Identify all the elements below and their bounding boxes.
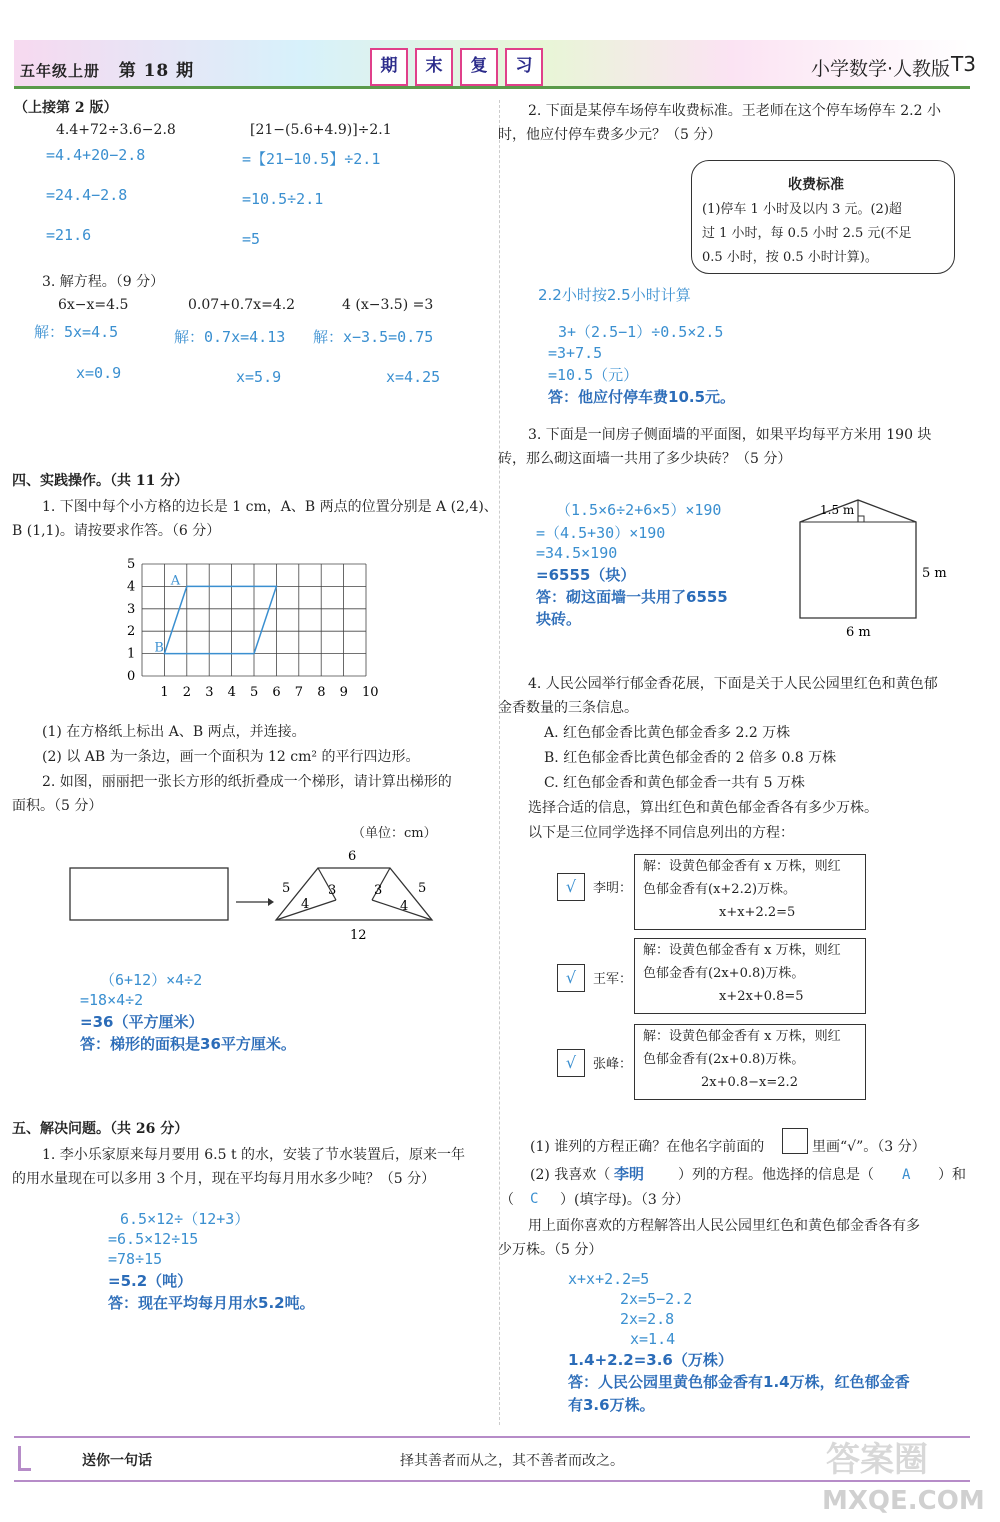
x-tick-label: 8 <box>317 685 326 700</box>
tulip-answer-1: 答：人民公园里黄色郁金香有1.4万株，红色郁金香 <box>568 1373 910 1391</box>
eq3-step1: 解：x−3.5=0.75 <box>313 328 434 346</box>
sec4-q1-line1: 1. 下图中每个小方格的边长是 1 cm，A、B 两点的位置分别是 A (2,4)、 <box>42 499 498 515</box>
section5-title: 五、解决问题。（共 26 分） <box>12 1121 189 1137</box>
student3-name: 张峰： <box>593 1057 633 1072</box>
tulip-step1: x+x+2.2=5 <box>568 1270 650 1288</box>
sec4-q1-line2: B (1,1)。请按要求作答。（6 分） <box>12 523 221 539</box>
student2-line2: 色郁金香有(2x+0.8)万株。 <box>643 966 805 981</box>
student1-equation-box <box>634 854 866 930</box>
r-q2-line1: 2. 下面是某停车场停车收费标准。王老师在这个停车场停车 2.2 小 <box>528 103 941 119</box>
sub2-text-b: ）列的方程。他选择的信息是（ <box>678 1167 874 1183</box>
fee-standard-box <box>691 160 955 274</box>
sub2-text-a: (2) 我喜欢（ <box>530 1167 611 1183</box>
fee-line3: 0.5 小时，按 0.5 小时计算)。 <box>702 250 878 265</box>
dim-right-side: 5 <box>418 881 427 896</box>
x-tick-label: 7 <box>294 685 304 700</box>
sub2-text-c: ）和 <box>938 1167 966 1183</box>
tulip-answer-2: 有3.6万株。 <box>568 1396 655 1414</box>
student2-line3: x+2x+0.8=5 <box>719 989 804 1004</box>
continued-note: （上接第 2 版） <box>14 100 118 116</box>
calc1-expression: 4.4+72÷3.6−2.8 <box>56 122 176 138</box>
right-angle-mark <box>858 516 864 522</box>
sub2-fill-info1[interactable]: A <box>902 1167 911 1183</box>
footer-corner-icon <box>18 1446 31 1471</box>
issue-number: 第 18 期 <box>118 61 195 81</box>
x-tick-label: 5 <box>250 685 259 700</box>
footer-label: 送你一句话 <box>82 1453 152 1469</box>
sub2-fill-name[interactable]: 李明 <box>614 1165 645 1183</box>
sec4-q2-line2: 面积。（5 分） <box>12 798 103 814</box>
student3-line2: 色郁金香有(2x+0.8)万株。 <box>643 1052 805 1067</box>
brick-answer-1: 答：砌这面墙一共用了6555 <box>536 588 728 606</box>
point-b-label: B <box>154 640 164 656</box>
eq3-problem: 4 (x−3.5) =3 <box>342 297 434 313</box>
trap-step3: =36（平方厘米） <box>80 1013 204 1031</box>
student2-equation-box <box>634 938 866 1014</box>
y-tick-label: 2 <box>127 624 136 640</box>
dim-left-side: 5 <box>282 881 291 896</box>
column-divider <box>499 100 500 1425</box>
eq2-step1: 解：0.7x=4.13 <box>174 328 286 346</box>
house-height: 5 m <box>922 566 947 581</box>
student1-name: 李明： <box>593 881 633 896</box>
sub3-line2: 少万株。（5 分） <box>498 1242 603 1258</box>
park-answer: 答：他应付停车费10.5元。 <box>548 388 736 406</box>
calc2-step2: =10.5÷2.1 <box>242 190 324 208</box>
student2-checkbox[interactable]: √ <box>557 964 585 992</box>
x-tick-label: 3 <box>205 685 214 700</box>
fee-line2: 过 1 小时，每 0.5 小时 2.5 元(不足 <box>702 226 912 241</box>
rectangle-paper <box>70 868 228 920</box>
y-tick-label: 4 <box>127 579 136 595</box>
calc2-expression: [21−(5.6+4.9)]÷2.1 <box>250 122 392 138</box>
sub1-text-b: 里画“√”。（3 分） <box>812 1139 926 1155</box>
sub2-text-d: （ <box>500 1192 514 1208</box>
park-step2: =3+7.5 <box>548 344 603 362</box>
dim-top: 6 <box>348 849 357 864</box>
eq1-problem: 6x−x=4.5 <box>58 297 129 313</box>
water-step1: 6.5×12÷（12+3） <box>120 1210 250 1228</box>
sub2-text-e: ）(填字母)。（3 分） <box>560 1192 690 1208</box>
tulip-step3: 2x=2.8 <box>620 1310 675 1328</box>
brick-step3: =34.5×190 <box>536 544 618 562</box>
calc1-step3: =21.6 <box>46 226 92 244</box>
parallelogram-shape <box>164 586 276 653</box>
trap-answer: 答：梯形的面积是36平方厘米。 <box>80 1035 296 1053</box>
fee-title: 收费标准 <box>788 177 844 193</box>
water-step4: =5.2（吨） <box>108 1272 193 1290</box>
r-q4-line4: 以下是三位同学选择不同信息列出的方程： <box>528 825 794 841</box>
sub2-fill-info2[interactable]: C <box>530 1191 539 1207</box>
review-char-1: 期 <box>370 48 408 86</box>
student3-line1: 解：设黄色郁金香有 x 万株，则红 <box>643 1029 841 1044</box>
park-step3: =10.5（元） <box>548 366 639 384</box>
dim-bottom: 12 <box>350 928 367 943</box>
eq2-step2: x=5.9 <box>236 368 282 386</box>
student1-line2: 色郁金香有(x+2.2)万株。 <box>643 882 797 897</box>
student3-checkbox[interactable]: √ <box>557 1049 585 1077</box>
water-step2: =6.5×12÷15 <box>108 1230 199 1248</box>
page-code: T3 <box>951 52 976 76</box>
review-char-2: 末 <box>415 48 453 86</box>
arrow-head <box>268 898 274 906</box>
calc2-step3: =5 <box>242 230 261 248</box>
student2-line1: 解：设黄色郁金香有 x 万株，则红 <box>643 943 841 958</box>
r-q3-line2: 砖，那么砌这面墙一共用了多少块砖？（5 分） <box>498 451 792 467</box>
grid-figure <box>120 556 390 706</box>
brand-title: 小学数学·人教版 <box>810 58 950 80</box>
house-figure <box>790 495 960 645</box>
sub1-text-a: (1) 谁列的方程正确？在他名字前面的 <box>530 1139 765 1155</box>
brick-step2: =（4.5+30）×190 <box>536 524 666 542</box>
issue-label <box>20 56 194 81</box>
eq3-step2: x=4.25 <box>386 368 441 386</box>
park-note: 2.2小时按2.5小时计算 <box>538 286 691 304</box>
brick-step1: （1.5×6÷2+6×5）×190 <box>556 501 722 519</box>
folding-figure <box>60 842 460 952</box>
sec4-q1-sub1: (1) 在方格纸上标出 A、B 两点，并连接。 <box>42 724 306 740</box>
y-tick-label: 1 <box>127 646 136 662</box>
info-a: A. 红色郁金香比黄色郁金香多 2.2 万株 <box>544 725 791 741</box>
x-tick-label: 6 <box>272 685 281 700</box>
grade-label: 五年级上册 <box>20 62 101 80</box>
unit-label: （单位：cm） <box>352 826 437 841</box>
dim-left-height: 4 <box>301 897 310 912</box>
tulip-step2: 2x=5−2.2 <box>620 1290 693 1308</box>
calc1-step2: =24.4−2.8 <box>46 186 128 204</box>
x-tick-label: 4 <box>227 685 236 700</box>
student1-checkbox[interactable]: √ <box>557 873 585 901</box>
review-char-3: 复 <box>460 48 498 86</box>
sec5-q1-line2: 的用水量现在可以多用 3 个月，现在平均每月用水多少吨？（5 分） <box>12 1171 436 1187</box>
sub1-blank-box <box>782 1128 808 1154</box>
park-step1: 3+（2.5−1）÷0.5×2.5 <box>558 323 724 341</box>
r-q3-line1: 3. 下面是一间房子侧面墙的平面图，如果平均每平方米用 190 块 <box>528 427 932 443</box>
student3-equation-box <box>634 1024 866 1100</box>
q3-title: 3. 解方程。（9 分） <box>42 274 165 290</box>
section4-title: 四、实践操作。（共 11 分） <box>12 473 189 489</box>
water-step3: =78÷15 <box>108 1250 163 1268</box>
info-c: C. 红色郁金香和黄色郁金香一共有 5 万株 <box>544 775 805 791</box>
y-tick-label: 0 <box>127 669 136 684</box>
info-b: B. 红色郁金香比黄色郁金香的 2 倍多 0.8 万株 <box>544 750 837 766</box>
x-tick-label: 2 <box>182 685 192 700</box>
page-header <box>0 40 1000 92</box>
x-tick-label: 1 <box>160 685 169 700</box>
sub3-line1: 用上面你喜欢的方程解答出人民公园里红色和黄色郁金香各有多 <box>528 1218 920 1234</box>
r-q4-line1: 4. 人民公园举行郁金香花展，下面是关于人民公园里红色和黄色郁 <box>528 676 938 692</box>
r-q2-line2: 时，他应付停车费多少元？（5 分） <box>498 127 722 143</box>
review-char-4: 习 <box>505 48 543 86</box>
house-width: 6 m <box>846 625 871 640</box>
x-tick-label: 10 <box>362 685 379 700</box>
trap-step2: =18×4÷2 <box>80 991 144 1009</box>
r-q4-line2: 金香数量的三条信息。 <box>498 700 638 716</box>
dim-right-height: 4 <box>400 899 409 914</box>
trap-step1: （6+12）×4÷2 <box>100 971 203 989</box>
eq1-step2: x=0.9 <box>76 364 122 382</box>
sec4-q2-line1: 2. 如图，丽丽把一张长方形的纸折叠成一个梯形，请计算出梯形的 <box>42 774 452 790</box>
point-a-label: A <box>170 573 181 589</box>
x-tick-label: 9 <box>339 685 348 700</box>
calc2-step1: =【21−10.5】÷2.1 <box>242 150 381 168</box>
fee-line1: (1)停车 1 小时及以内 3 元。(2)超 <box>702 202 902 217</box>
sec5-q1-line1: 1. 李小乐家原来每月要用 6.5 t 的水，安装了节水装置后，原来一年 <box>42 1147 466 1163</box>
header-rule <box>14 86 970 89</box>
student1-line1: 解：设黄色郁金香有 x 万株，则红 <box>643 859 841 874</box>
tulip-step4: x=1.4 <box>630 1330 676 1348</box>
student3-line3: 2x+0.8−x=2.2 <box>701 1075 798 1090</box>
y-tick-label: 5 <box>127 557 136 572</box>
dim-left-inner: 3 <box>328 883 337 898</box>
water-answer: 答：现在平均每月用水5.2吨。 <box>108 1294 315 1312</box>
sec4-q1-sub2: (2) 以 AB 为一条边，画一个面积为 12 cm² 的平行四边形。 <box>42 749 420 765</box>
eq1-step1: 解：5x=4.5 <box>34 323 119 341</box>
dim-right-inner: 3 <box>374 883 383 898</box>
footer-quote: 择其善者而从之，其不善者而改之。 <box>400 1453 624 1469</box>
calc1-step1: =4.4+20−2.8 <box>46 146 146 164</box>
r-q4-line3: 选择合适的信息，算出红色和黄色郁金香各有多少万株。 <box>528 800 878 816</box>
watermark-text: 答案圈 <box>826 1440 928 1480</box>
watermark-url: MXQE.COM <box>822 1486 985 1516</box>
student2-name: 王军： <box>593 972 633 987</box>
tulip-step5: 1.4+2.2=3.6（万株） <box>568 1351 733 1369</box>
house-roof-height: 1.5 m <box>820 503 855 517</box>
brick-step4: =6555（块） <box>536 566 636 584</box>
y-tick-label: 3 <box>127 601 136 617</box>
eq2-problem: 0.07+0.7x=4.2 <box>188 297 296 313</box>
student1-line3: x+x+2.2=5 <box>719 905 796 920</box>
brick-answer-2: 块砖。 <box>536 610 582 628</box>
